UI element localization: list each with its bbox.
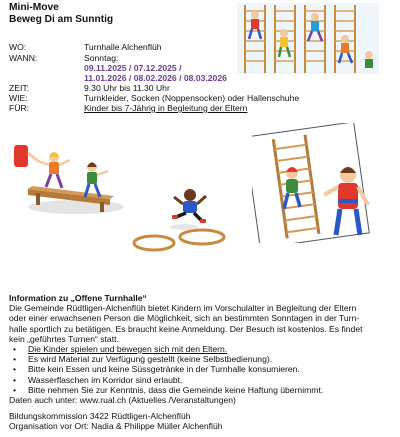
time-value: 9.30 Uhr bis 11.30 Uhr [84,83,170,93]
list-item: • Wasserflaschen im Korridor sind erlaubt. [13,374,183,385]
balance-bench-illustration [14,127,132,219]
footer [9,411,223,431]
bullet-marker: • [13,374,17,385]
for-value: Kinder bis 7-Jährig in Begleitung der Eltern [84,103,248,113]
bullet-marker: • [13,384,17,395]
bullet-marker: • [13,344,17,355]
more-info-line: Daten auch unter: www.rual.ch (Aktuelles /Veranstaltungen) [9,395,236,406]
detail-for [9,103,389,114]
where-value: Turnhalle Alchenflüh [84,42,162,52]
list-item: • Es wird Material zur Verfügung gestellt (keine Selbstbedienung). [13,354,273,365]
info-section [9,293,393,405]
time-label: ZEIT: [9,83,30,93]
dates-line-2: 11.01.2026 / 08.02.2026 / 08.03.2026 [84,73,227,83]
jumping-hoops-illustration [132,183,250,263]
footer-organizer: Bildungskommission 3422 Rüdtligen-Alchenflüh [9,411,191,421]
when-label: WANN: [9,53,38,63]
dates-line-1: 09.11.2025 / 07.12.2025 / [84,63,182,73]
when-value: Sonntag: [84,53,119,63]
for-label: FÜR: [9,103,30,113]
footer-onsite-organisation: Organisation vor Ort: Nadia & Philippe Müller Alchenflüh [9,421,223,432]
info-heading: Information zu „Offene Turnhalle“ [9,293,147,303]
info-paragraph-line-1: Die Gemeinde Rüdtligen-Alchenflüh bietet Kindern im Vorschulalter in Begleitung der Eltern [9,303,357,314]
info-paragraph-line-4: kein „geführtes Turnen“ statt. [9,333,119,344]
info-paragraph-line-3: halle sportlich zu betätigen. Es braucht keine Anmeldung. Der Besuch ist kostenlos. Es findet [9,323,363,334]
how-value: Turnkleider, Socken (Noppensocken) oder Hallenschuhe [84,93,300,103]
info-paragraph-line-2: oder einer erwachsenen Person die Möglichkeit, sich an bestimmten Sonntagen in der Turn- [9,313,360,324]
info-bullet-list [9,344,393,395]
detail-where [9,42,389,53]
list-item: • Bitte nehmen Sie zur Kenntnis, dass die Gemeinde keine Haftung übernimmt. [13,384,324,395]
where-label: WO: [9,42,27,52]
bullet-marker: • [13,364,17,375]
event-subtitle: Beweg Di am Sunntig [9,14,114,25]
list-item: • Die Kinder spielen und bewegen sich mit den Eltern. [13,344,228,355]
how-label: WIE: [9,93,28,103]
list-item: • Bitte kein Essen und keine Süssgetränke in der Turnhalle konsumieren. [13,364,300,375]
ladder-adult-child-illustration [252,123,382,243]
bullet-marker: • [13,354,17,365]
event-title: Mini-Move [9,2,59,13]
